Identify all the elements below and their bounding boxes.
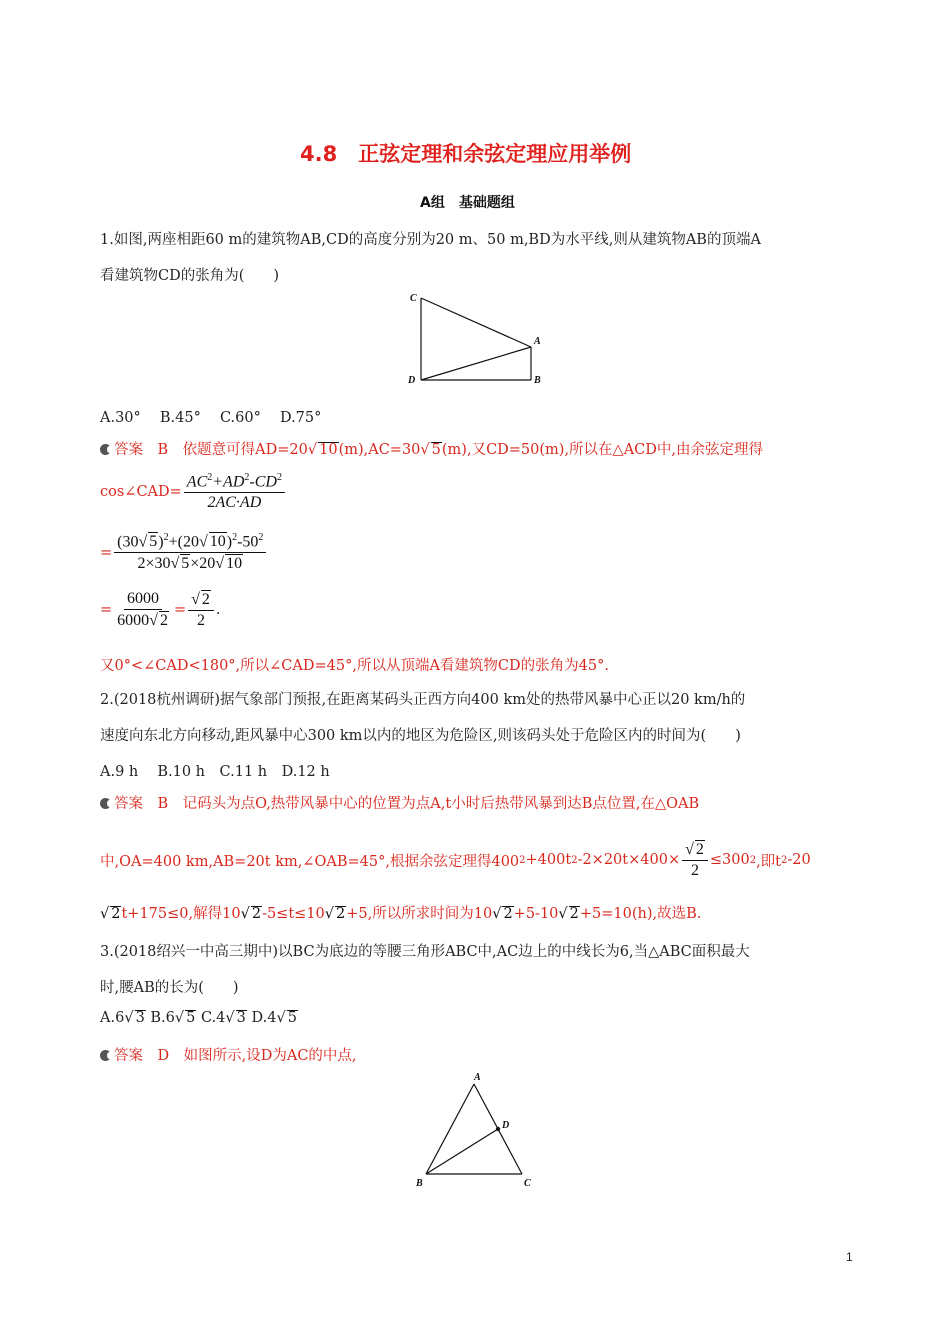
sqrt-sign: √ [307, 442, 318, 458]
fraction-root2-over-2: $\frac{√ 2}{2}$ [188, 590, 214, 630]
question-1-line-1: 1.如图,两座相距60 m的建筑物AB,CD的高度分别为20 m、50 m,BD为水平线,则从建筑物AB的顶端A [100, 232, 761, 248]
fraction-substitution: $\frac{(30√ 5)^2+(20√ 10)^2-50^2}{2\times 30√ 5\times 20√ 10}$ [114, 532, 266, 573]
label-c: C [524, 1178, 531, 1189]
line-bd [426, 1129, 498, 1174]
question-3-options: A.6√ 3 B.6√ 5 C.4√ 3 D.4√ 5 [100, 1010, 297, 1026]
question-2-line-1: 2.(2018杭州调研)据气象部门预报,在距离某码头正西方向400 km处的热带风暴中心正以20 km/h的 [100, 692, 746, 708]
label-a: A [474, 1072, 481, 1083]
question-1-answer: 答案 B 依题意可得AD=20√ 10(m),AC=30√ 5(m),又CD=50(m),所以在△ACD中,由余弦定理得 [100, 438, 763, 459]
line-ab [426, 1084, 474, 1174]
page-number: 1 [846, 1250, 853, 1264]
label-a: A [534, 336, 541, 347]
question-1-conclusion: 又0°<∠CAD<180°,所以∠CAD=45°,所以从顶端A看建筑物CD的张角为45°. [100, 658, 609, 674]
question-2-answer-line-1: 答案 B 记码头为点O,热带风暴中心的位置为点A,t小时后热带风暴到达B点位置,在△OAB [100, 792, 699, 813]
question-2-options: A.9 h B.10 h C.11 h D.12 h [100, 764, 330, 780]
question-2-answer-line-3: √ 2t+175≤0,解得10√ 2-5≤t≤10√ 2+5,所以所求时间为10√ 2+5-10√ 2+5=10(h),故选B. [100, 906, 702, 922]
question-3-line-1: 3.(2018绍兴一中高三期中)以BC为底边的等腰三角形ABC中,AC边上的中线长为6,当△ABC面积最大 [100, 944, 750, 960]
cos-result: = $\frac{6000}{6000√ 2}$ = $\frac{√ 2}{2}$ . [100, 590, 221, 629]
group-label: A组 基础题组 [420, 195, 515, 211]
page-title: 4.8 正弦定理和余弦定理应用举例 [300, 142, 632, 166]
fraction-6000: $\frac{6000}{6000√ 2}$ [117, 590, 168, 629]
question-3-line-2: 时,腰AB的长为( ) [100, 980, 239, 996]
figure-buildings [400, 290, 560, 390]
fraction-law-of-cosines: $\frac{AC^2+AD^2-CD^2}{2AC\cdot AD}$ [184, 472, 285, 512]
cos-substitution: = $\frac{(30√ 5)^2+(20√ 10)^2-50^2}{2\times 30√ 5\times 20√ 10}$ [100, 532, 268, 573]
question-1-options: A.30° B.45° C.60° D.75° [100, 410, 322, 426]
answer-icon [100, 444, 111, 455]
label-b: B [534, 375, 541, 386]
label-b: B [416, 1178, 423, 1189]
question-2-line-2: 速度向东北方向移动,距风暴中心300 km以内的地区为危险区,则该码头处于危险区内的时间为( ) [100, 728, 741, 744]
question-3-answer: 答案 D 如图所示,设D为AC的中点, [100, 1044, 357, 1065]
label-d: D [408, 375, 416, 386]
question-1-line-2: 看建筑物CD的张角为( ) [100, 268, 280, 284]
figure-triangle [410, 1068, 540, 1193]
label-c: C [410, 293, 417, 304]
point-d [496, 1127, 500, 1131]
fraction-root2-over-2: $\frac{√ 2}{2}$ [682, 840, 708, 880]
answer-icon [100, 1050, 111, 1061]
line-ca [421, 298, 531, 347]
line-da [421, 347, 531, 380]
cos-formula: cos∠CAD= $\frac{AC^2+AD^2-CD^2}{2AC\cdot AD}$ [100, 472, 287, 512]
question-2-answer-line-2: 中,OA=400 km,AB=20t km,∠OAB=45°,根据余弦定理得400 2 +400t 2 -2×20t×400× $\frac{√ 2}{2}$ ≤300 2 ,即t 2 -20 [100, 841, 811, 879]
label-d: D [502, 1120, 510, 1131]
answer-icon [100, 798, 111, 809]
